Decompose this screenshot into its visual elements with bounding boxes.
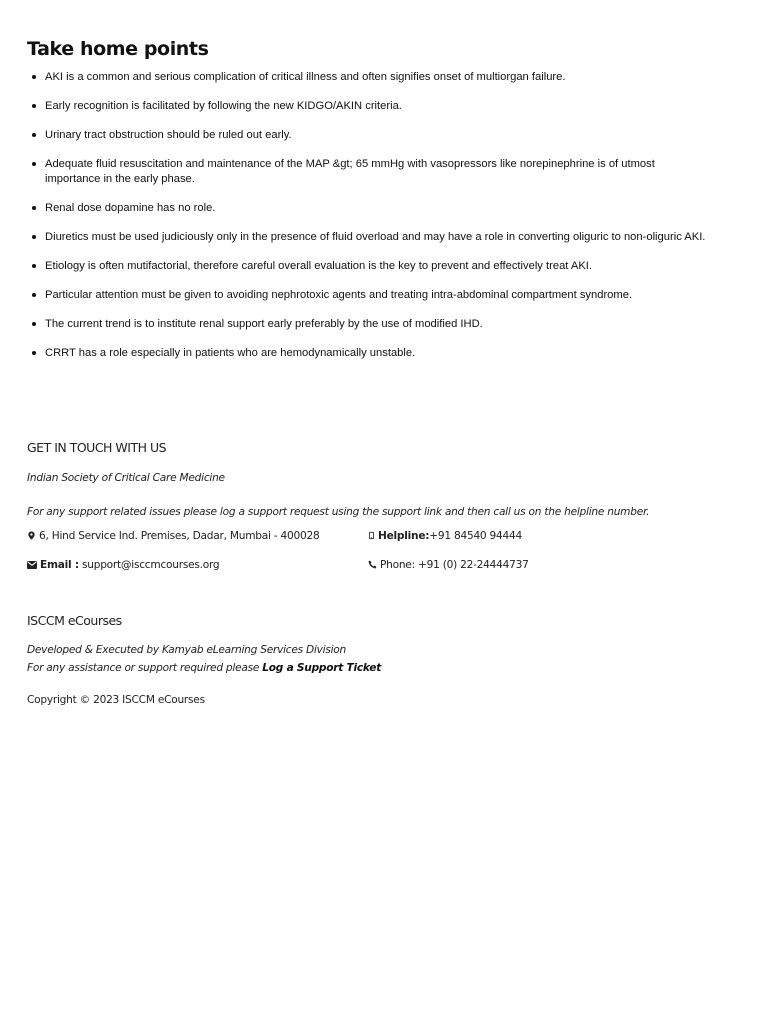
list-item: Urinary tract obstruction should be ruled out early.: [45, 128, 765, 143]
helpline-number[interactable]: +91 84540 94444: [429, 530, 522, 542]
brand-heading: ISCCM eCourses: [27, 613, 122, 628]
copyright: Copyright © 2023 ISCCM eCourses: [27, 694, 205, 706]
org-name: Indian Society of Critical Care Medicine: [27, 472, 225, 484]
email-label: Email :: [40, 559, 79, 571]
list-item: Renal dose dopamine has no role.: [45, 201, 765, 216]
list-item: The current trend is to institute renal support early preferably by the use of modified IHD.: [45, 317, 765, 332]
list-item: Etiology is often mutifactorial, therefore careful overall evaluation is the key to prevent and effectively treat AKI.: [45, 259, 765, 274]
contact-heading: GET IN TOUCH WITH US: [27, 440, 167, 455]
map-marker-icon: [27, 531, 36, 540]
email-line: [27, 559, 219, 571]
log-support-ticket-link[interactable]: Log a Support Ticket: [262, 662, 382, 674]
phone-icon: [368, 560, 377, 569]
helpline-line: [368, 530, 522, 542]
phone-text[interactable]: Phone: +91 (0) 22-24444737: [380, 559, 529, 571]
developed-by-text: Developed & Executed by Kamyab eLearning Services Division: [27, 644, 346, 656]
list-item: Early recognition is facilitated by following the new KIDGO/AKIN criteria.: [45, 99, 765, 114]
take-home-points-list: [27, 70, 765, 375]
list-item: Particular attention must be given to avoiding nephrotoxic agents and treating intra-abdominal compartment syndrome.: [45, 288, 765, 303]
page-title: Take home points: [27, 38, 209, 60]
mobile-phone-icon: [368, 531, 375, 540]
email-address-link[interactable]: support@isccmcourses.org: [82, 559, 220, 571]
assistance-line: [27, 662, 381, 674]
phone-line: [368, 559, 529, 571]
support-note: For any support related issues please log a support request using the support link and then call us on the helpline number.: [27, 506, 650, 518]
helpline-label: Helpline:: [378, 530, 430, 542]
list-item: Adequate fluid resuscitation and maintenance of the MAP &gt; 65 mmHg with vasopressors like norepinephrine is of utmost importance in the early phase.: [45, 157, 695, 187]
list-item: AKI is a common and serious complication of critical illness and often signifies onset of multiorgan failure.: [45, 70, 765, 85]
envelope-icon: [27, 561, 37, 569]
list-item: Diuretics must be used judiciously only in the presence of fluid overload and may have a role in converting oliguric to non-oliguric AKI.: [45, 230, 765, 245]
address-text: 6, Hind Service Ind. Premises, Dadar, Mumbai - 400028: [39, 530, 320, 542]
list-item: CRRT has a role especially in patients who are hemodynamically unstable.: [45, 346, 765, 361]
assistance-text: For any assistance or support required please: [27, 662, 260, 674]
address-line: [27, 530, 319, 542]
